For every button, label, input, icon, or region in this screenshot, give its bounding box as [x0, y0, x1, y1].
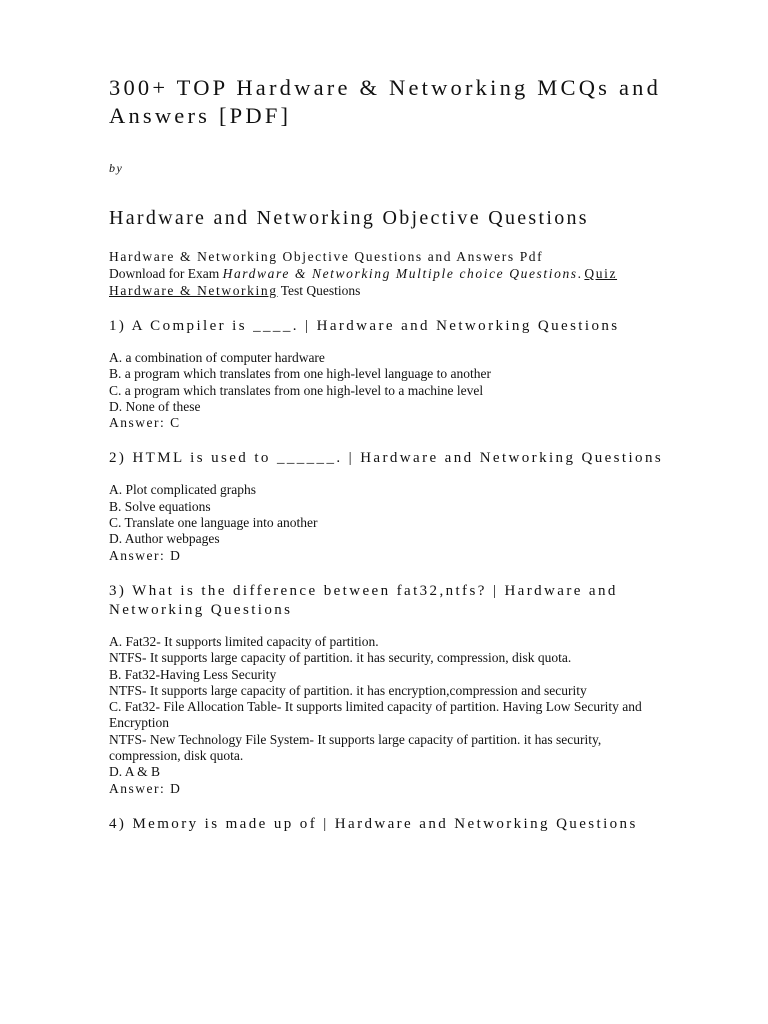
option-item: C. Translate one language into another: [109, 515, 318, 531]
question-heading: 4) Memory is made up of | Hardware and Networking Questions: [109, 815, 638, 832]
option-item: A. Fat32- It supports limited capacity of partition.: [109, 633, 379, 649]
intro-text-1: Hardware & Networking Objective Questions and Answers Pdf: [109, 249, 544, 264]
answer-line: Answer: D: [109, 780, 182, 796]
option-item: A. Plot complicated graphs: [109, 482, 256, 498]
intro-text-2: Download for Exam: [109, 266, 223, 281]
option-item: B. Fat32-Having Less Security: [109, 666, 277, 682]
intro-period: .: [577, 266, 585, 281]
option-item: A. a combination of computer hardware: [109, 350, 325, 365]
option-item: B. a program which translates from one high-level language to another: [109, 366, 492, 382]
option-item: B. Solve equations: [109, 498, 211, 514]
options-list: [109, 350, 669, 431]
byline: by: [109, 161, 124, 175]
section-heading: Hardware and Networking Objective Questions: [109, 207, 589, 229]
question-heading: 2) HTML is used to ______. | Hardware and Networking Questions: [109, 450, 664, 467]
document-title: 300+ TOP Hardware & Networking MCQs and Answers [PDF]: [109, 75, 662, 128]
options-list: [109, 634, 669, 797]
document-page: [109, 74, 669, 834]
answer-line: Answer: C: [109, 415, 181, 431]
question-heading: 1) A Compiler is ____. | Hardware and Networking Questions: [109, 318, 620, 334]
option-item: NTFS- It supports large capacity of partition. it has encryption,compression and security: [109, 682, 587, 698]
option-item: D. None of these: [109, 398, 201, 414]
option-item: NTFS- It supports large capacity of partition. it has security, compression, disk quota.: [109, 650, 572, 666]
option-item: C. Fat32- File Allocation Table- It supports limited capacity of partition. Having Low Security and Encryption: [109, 699, 642, 731]
intro-tail: Test Questions: [277, 283, 361, 298]
options-list: [109, 482, 669, 563]
answer-line: Answer: D: [109, 547, 182, 563]
option-item: D. Author webpages: [109, 531, 220, 547]
intro-paragraph: [109, 248, 669, 299]
option-item: C. a program which translates from one high-level to a machine level: [109, 382, 484, 398]
option-item: NTFS- New Technology File System- It supports large capacity of partition. it has security, compression, disk quota.: [109, 731, 602, 764]
question-heading: 3) What is the difference between fat32,ntfs? | Hardware and Networking Questions: [109, 582, 618, 618]
quiz-link[interactable]: Quiz Hardware & Networking: [109, 266, 618, 298]
intro-italic: Hardware & Networking Multiple choice Questions: [222, 266, 578, 281]
option-item: D. A & B: [109, 764, 161, 780]
